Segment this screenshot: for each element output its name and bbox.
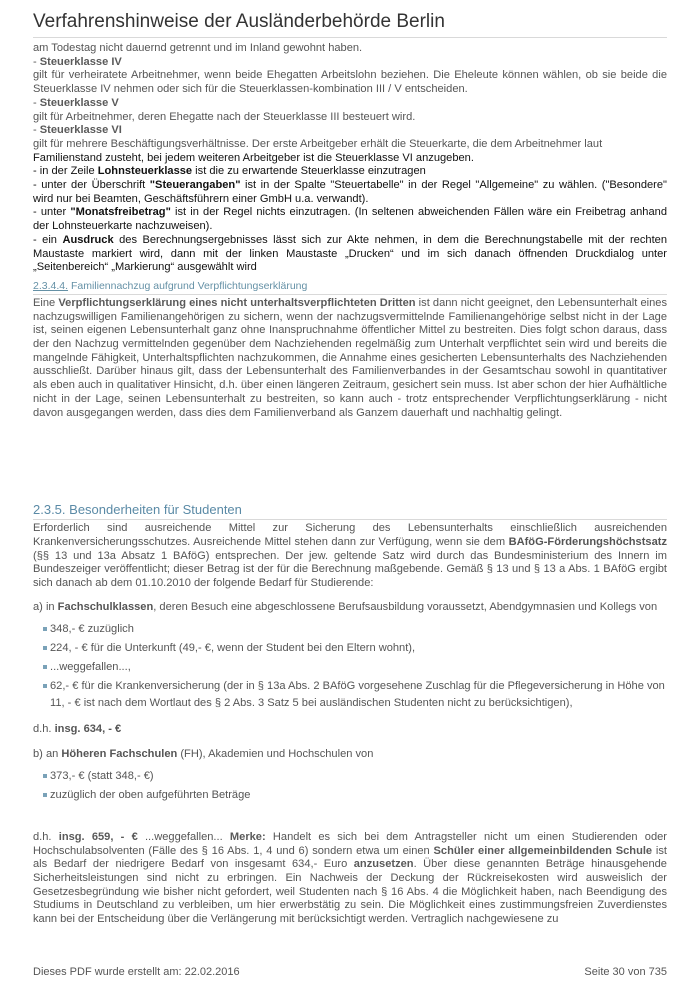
list-item: 373,- € (statt 348,- €) xyxy=(43,767,667,786)
merke-paragraph: d.h. insg. 659, - € ...weggefallen... Merke: Handelt es sich bei dem Antragsteller nicht um einen Studierenden oder Hochschulabsolventen (Fälle des § 16 Abs. 1, 4 und 6) sondern etwa um einen Schüler einer allgemeinbildenden Schule ist als Bedarf der niedrigere Bedarf von insgesamt 634,- Euro anzusetzen. Über diese genannten Beträge hinausgehende Sicherheitsleistungen sind nicht zu erbringen. Ein Nachweis der Deckung der Rückreisekosten wird ausweislich der Gesetzesbegründung wie bisher nicht gefordert, weil Studenten nach § 16 Abs. 4 die Möglichkeit haben, nach Beendigung des Studiums in Deutschland zu verbleiben, um hier erwerbstätig zu sein. Die Möglichkeit eines zustimmungsfreien Zuverdienstes kann bei der Entscheidung über die Verlängerung mit berücksichtigt werden. Vertraglich nachgewiesene zu xyxy=(33,830,668,926)
section-heading-2-3-5 xyxy=(33,502,667,520)
steuerklasse-vi-text: gilt für mehrere Beschäftigungsverhältnisse. Der erste Arbeitgeber erhält die Steuerkarte, die dem Arbeitnehmer laut xyxy=(33,137,603,150)
footer-page-number: Seite 30 von 735 xyxy=(584,966,667,978)
instruction-steuerangaben: - unter der Überschrift "Steuerangaben" ist in der Spalte "Steuertabelle" in der Regel "Allgemeine" zu wählen. ("Besondere" wird nur bei Beamten, Geschäftsführern einer GmbH u.a. verwandt). xyxy=(33,179,667,205)
instruction-monatsfreibetrag: - unter "Monatsfreibetrag" ist in der Regel nichts einzutragen. (In seltenen abweichenden Fällen wäre ein Freibetrag anhand der Lohnsteuerkarte nachzuweisen). xyxy=(33,206,667,233)
footer-created-date: Dieses PDF wurde erstellt am: 22.02.2016 xyxy=(33,966,240,978)
list-item: 62,- € für die Krankenversicherung (der in § 13a Abs. 2 BAföG vorgesehene Zuschlag für die Pflegeversicherung in Höhe von 11, - € ist nach dem Wortlaut des § 2 Abs. 3 Satz 5 bei ausländischen Studenten nicht zu berücksichtigen), xyxy=(43,677,667,713)
instruction-lohnsteuerklasse: - in der Zeile Lohnsteuerklasse ist die zu erwartende Steuerklasse einzutragen xyxy=(33,165,426,178)
steuer-intro: am Todestag nicht dauernd getrennt und im Inland gewohnt haben. xyxy=(33,42,363,54)
section-2-3-4-4-text: Eine Verpflichtungserklärung eines nicht unterhaltsverpflichteten Dritten ist dann nicht geeignet, den Lebensunterhalt eines nachzugswilligen Familienangehörigen zu sichern, wenn der nachzugsvermittelnde Familienangehörige selbst nicht in der Lage ist, seinen eigenen Lebensunterhalt ganz ohne Inanspruchnahme öffentlicher Mittel zu bestreiten. Dies folgt schon daraus, dass der den Nachzug vermittelnden gegenüber dem Nachziehenden regelmäßig zum Unterhalt verpflichtet sein wird und bereits die mangelnde Fähigkeit, Unterhaltspflichten nachzukommen, die Annahme eines gesicherten Lebensunterhalts des Nachziehenden ausschließt. Darüber hinaus gilt, dass der Lebensunterhalt des Familienverbandes in der Gesamtschau sowohl in quantitativer als eben auch in qualitativer Hinsicht, d.h. über einen längeren Zeitraum, gesichert sein muss. Ist aber schon der hier Aufhältliche nicht in der Lage, seinen Lebensunterhalt zu bestreiten, so kann auch - trotz entsprechender Verpflichtungserklärung - nicht davon ausgegangen werden, dass dies dem Familienverband als Ganzem dauerhaft und nachhaltig gelingt. xyxy=(33,296,667,419)
total-a: d.h. insg. 634, - € xyxy=(33,722,122,735)
spacer xyxy=(33,805,667,831)
steuerklasse-v-heading: - Steuerklasse V xyxy=(33,96,119,109)
section-title: Familiennachzug aufgrund Verpflichtungserklärung xyxy=(70,279,308,292)
steuerklasse-vi-text-continued: Familienstand zusteht, bei jedem weiteren Arbeitgeber ist die Steuerklasse VI anzugeben. xyxy=(33,151,474,164)
list-item: zuzüglich der oben aufgeführten Beträge xyxy=(43,786,667,805)
section-heading-2-3-4-4 xyxy=(33,280,667,295)
list-item: 224, - € für die Unterkunft (49,- €, wenn der Student bei den Eltern wohnt), xyxy=(43,639,667,658)
list-item: ...weggefallen..., xyxy=(43,658,667,677)
document-body xyxy=(33,42,667,927)
hoehere-fachschulen-paragraph: b) an Höheren Fachschulen (FH), Akademien und Hochschulen von xyxy=(33,747,374,760)
steuerklasse-iv-heading: - Steuerklasse IV xyxy=(33,55,122,68)
section-2-3-5-text: Erforderlich sind ausreichende Mittel zur Sicherung des Lebensunterhalts einschließlich ausreichenden Krankenversicherungsschutzes. Ausreichende Mittel stehen dann zur Verfügung, wenn sie dem BAföG-Förderungshöchstsatz (§§ 13 und 13a Absatz 1 BAföG) entsprechen. Der jew. geltende Satz wird durch das Bundesministerium des Innern im Bundeszeiger veröffentlicht; dieser Betrag ist der für die Berechnung maßgebende. Gemäß § 13 und § 13 a Abs. 1 BAföG ergibt sich danach ab dem 01.10.2010 der folgende Bedarf für Studierende: xyxy=(33,522,667,590)
instruction-ausdruck: - ein Ausdruck des Berechnungsergebnisses lässt sich zur Akte nehmen, in dem die Berechnungstabelle mit der rechten Maustaste markiert wird, dann mit der linken Maustaste „Drucken“ und im sich danach öffnenden Druckdialog unter „Seitenbereich“ „Markierung“ ausgewählt wird xyxy=(33,233,667,274)
fachschulklassen-paragraph: a) in Fachschulklassen, deren Besuch eine abgeschlossene Berufsausbildung voraussetzt, Abendgymnasien und Kollegs von xyxy=(33,600,658,613)
page-title: Verfahrenshinweise der Ausländerbehörde Berlin xyxy=(33,11,445,32)
bedarf-list-b xyxy=(33,767,667,805)
steuerklasse-vi-heading: - Steuerklasse VI xyxy=(33,124,122,137)
section-number: 2.3.5. xyxy=(33,502,66,518)
section-number: 2.3.4.4. xyxy=(33,279,69,292)
title-divider xyxy=(33,37,667,38)
bedarf-list-a xyxy=(33,620,667,713)
section-title: Besonderheiten für Studenten xyxy=(69,502,242,518)
list-item: 348,- € zuzüglich xyxy=(43,620,667,639)
steuerklasse-v-text: gilt für Arbeitnehmer, deren Ehegatte nach der Steuerklasse III besteuert wird. xyxy=(33,110,416,123)
steuerklasse-iv-text: gilt für verheiratete Arbeitnehmer, wenn beide Ehegatten Arbeitslohn beziehen. Die Eheleute können wählen, ob sie beide die Steuerklasse IV nehmen oder sich für die Steuerklassen-kombination III / V entscheiden. xyxy=(33,69,667,96)
document-page xyxy=(33,0,667,990)
